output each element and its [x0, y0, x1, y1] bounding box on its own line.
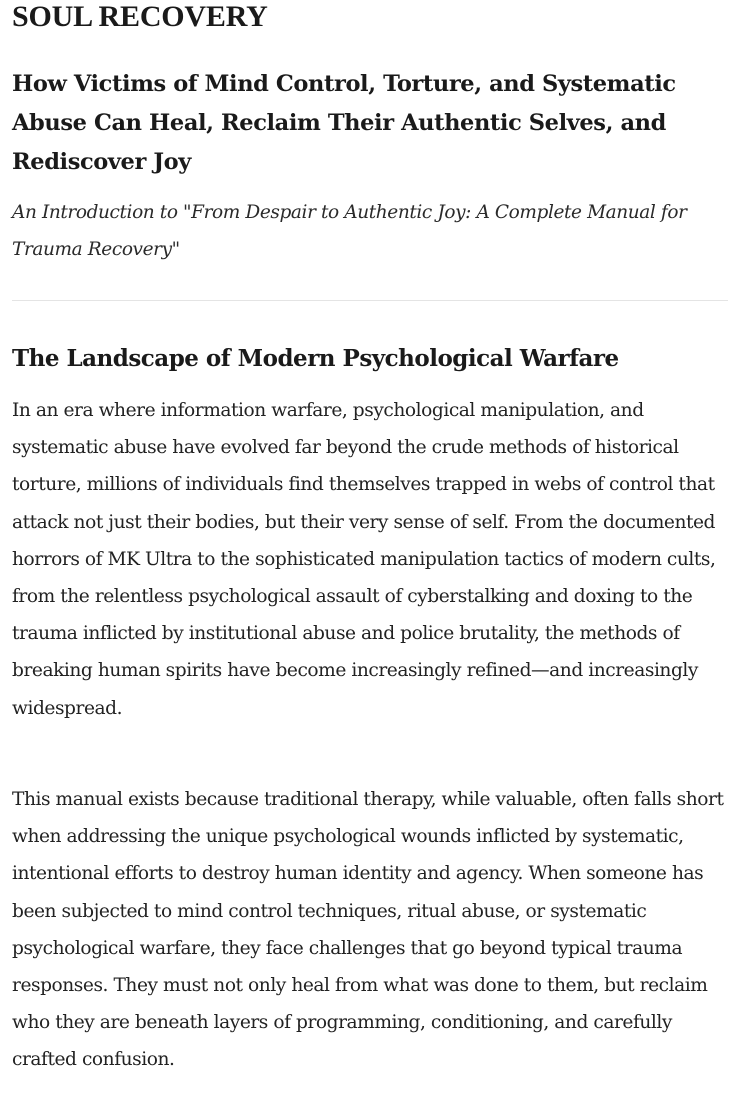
body-paragraph: This manual exists because traditional therapy, while valuable, often falls short when addressing the unique psychological wounds inflicted by systematic, intentional efforts to destroy human identity and agency. When someone has been subjected to mind control techniques, ritual abuse, or systematic psychological warfare, they face challenges that go beyond typical trauma responses. They must not only heal from what was done to them, but reclaim who they are beneath layers of programming, conditioning, and carefully crafted confusion.: [12, 789, 724, 1071]
document-tagline: An Introduction to "From Despair to Authentic Joy: A Complete Manual for Trauma Recovery": [12, 202, 687, 260]
body-paragraph: In an era where information warfare, psychological manipulation, and systematic abuse have evolved far beyond the crude methods of historical torture, millions of individuals find themselves trapped in webs of control that attack not just their bodies, but their very sense of self. From the documented horrors of MK Ultra to the sophisticated manipulation tactics of modern cults, from the relentless psychological assault of cyberstalking and doxing to the trauma inflicted by institutional abuse and police brutality, the methods of breaking human spirits have become increasingly refined—and increasingly widespread.: [12, 400, 716, 719]
section-divider: [12, 300, 728, 301]
document-title: SOUL RECOVERY: [12, 0, 268, 33]
document-subtitle: How Victims of Mind Control, Torture, and Systematic Abuse Can Heal, Reclaim Their Authentic Selves, and Rediscover Joy: [12, 71, 676, 175]
section-heading: The Landscape of Modern Psychological Warfare: [12, 345, 619, 372]
